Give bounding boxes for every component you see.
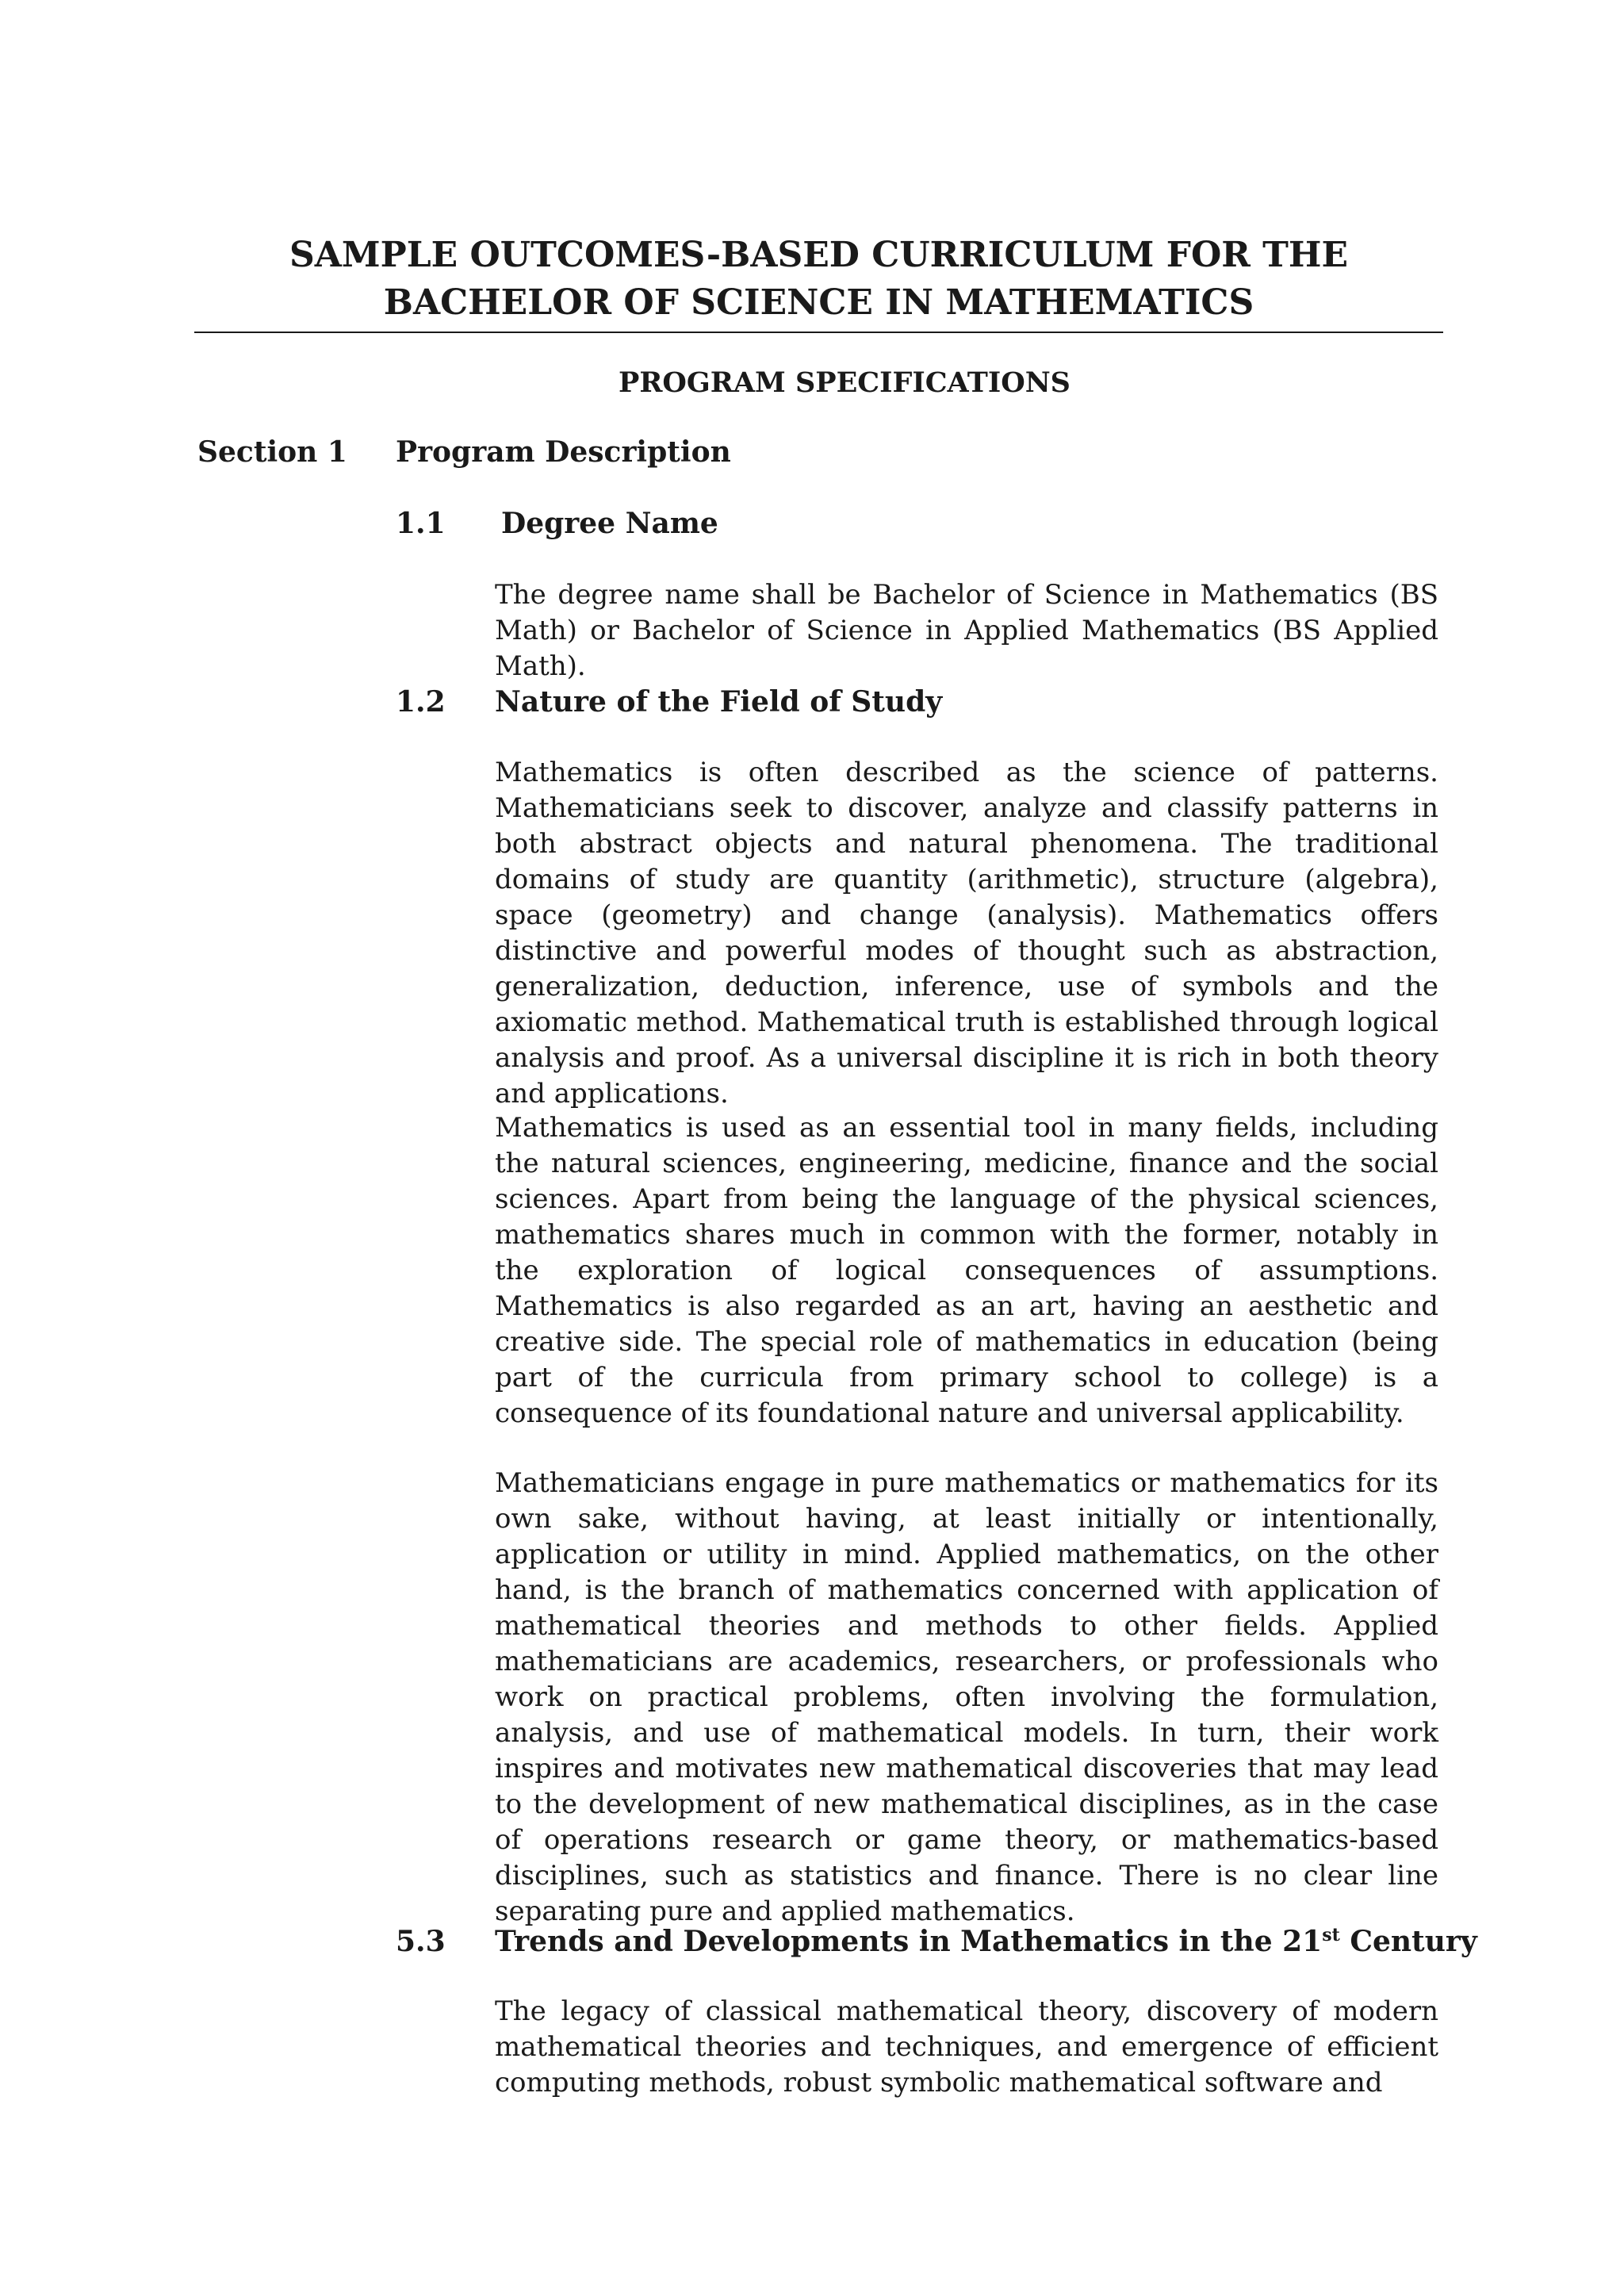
- subsection-title-degree-name: Degree Name: [501, 507, 718, 540]
- paragraph-trends-1: The legacy of classical mathematical theory, discovery of modern mathematical theories and techniques, and emergence of efficient computing methods, robust symbolic mathematical software and: [495, 1995, 1438, 2099]
- title-line-2: BACHELOR OF SCIENCE IN MATHEMATICS: [383, 282, 1254, 323]
- subsection-number-5-3: 5.3: [396, 1925, 446, 1958]
- subsection-title-trends-main: Trends and Developments in Mathematics in the 21: [495, 1925, 1323, 1958]
- paragraph-degree-name: The degree name shall be Bachelor of Science in Mathematics (BS Math) or Bachelor of Science in Applied Mathematics (BS Applied Math).: [495, 579, 1438, 682]
- subsection-title-trends-end: Century: [1339, 1925, 1477, 1958]
- program-specifications-heading: PROGRAM SPECIFICATIONS: [619, 366, 1071, 399]
- subsection-number-1-2: 1.2: [396, 685, 446, 719]
- subsection-number-1-1: 1.1: [396, 507, 446, 540]
- title-line-1: SAMPLE OUTCOMES-BASED CURRICULUM FOR THE: [289, 235, 1349, 275]
- section-number: Section 1: [197, 435, 347, 469]
- subsection-title-trends-sup: st: [1322, 1925, 1340, 1945]
- paragraph-nature-1: Mathematics is often described as the science of patterns. Mathematicians seek to discover, analyze and classify patterns in both abstract objects and natural phenomena. The traditional domains of study are quantity (arithmetic), structure (algebra), space (geometry) and change (analysis). Mathematics offers distinctive and powerful modes of thought such as abstraction, generalization, deduction, inference, use of symbols and the axiomatic method. Mathematical truth is established through logical analysis and proof. As a universal discipline it is rich in both theory and applications.: [495, 757, 1438, 1110]
- subsection-title-trends: [495, 1922, 1477, 1961]
- paragraph-nature-3: Mathematicians engage in pure mathematics or mathematics for its own sake, without having, at least initially or intentionally, application or utility in mind. Applied mathematics, on the other hand, is the branch of mathematics concerned with application of mathematical theories and methods to other fields. Applied mathematicians are academics, researchers, or professionals who work on practical problems, often involving the formulation, analysis, and use of mathematical models. In turn, their work inspires and motivates new mathematical discoveries that may lead to the development of new mathematical disciplines, as in the case of operations research or game theory, or mathematics-based disciplines, such as statistics and finance. There is no clear line separating pure and applied mathematics.: [495, 1467, 1438, 1927]
- paragraph-nature-2: Mathematics is used as an essential tool in many fields, including the natural sciences, engineering, medicine, finance and the social sciences. Apart from being the language of the physical sciences, mathematics shares much in common with the former, notably in the exploration of logical consequences of assumptions. Mathematics is also regarded as an art, having an aesthetic and creative side. The special role of mathematics in education (being part of the curricula from primary school to college) is a consequence of its foundational nature and universal applicability.: [495, 1112, 1438, 1429]
- section-title: Program Description: [396, 435, 731, 469]
- subsection-title-nature-of-field: Nature of the Field of Study: [495, 685, 943, 719]
- document-title: [194, 232, 1443, 333]
